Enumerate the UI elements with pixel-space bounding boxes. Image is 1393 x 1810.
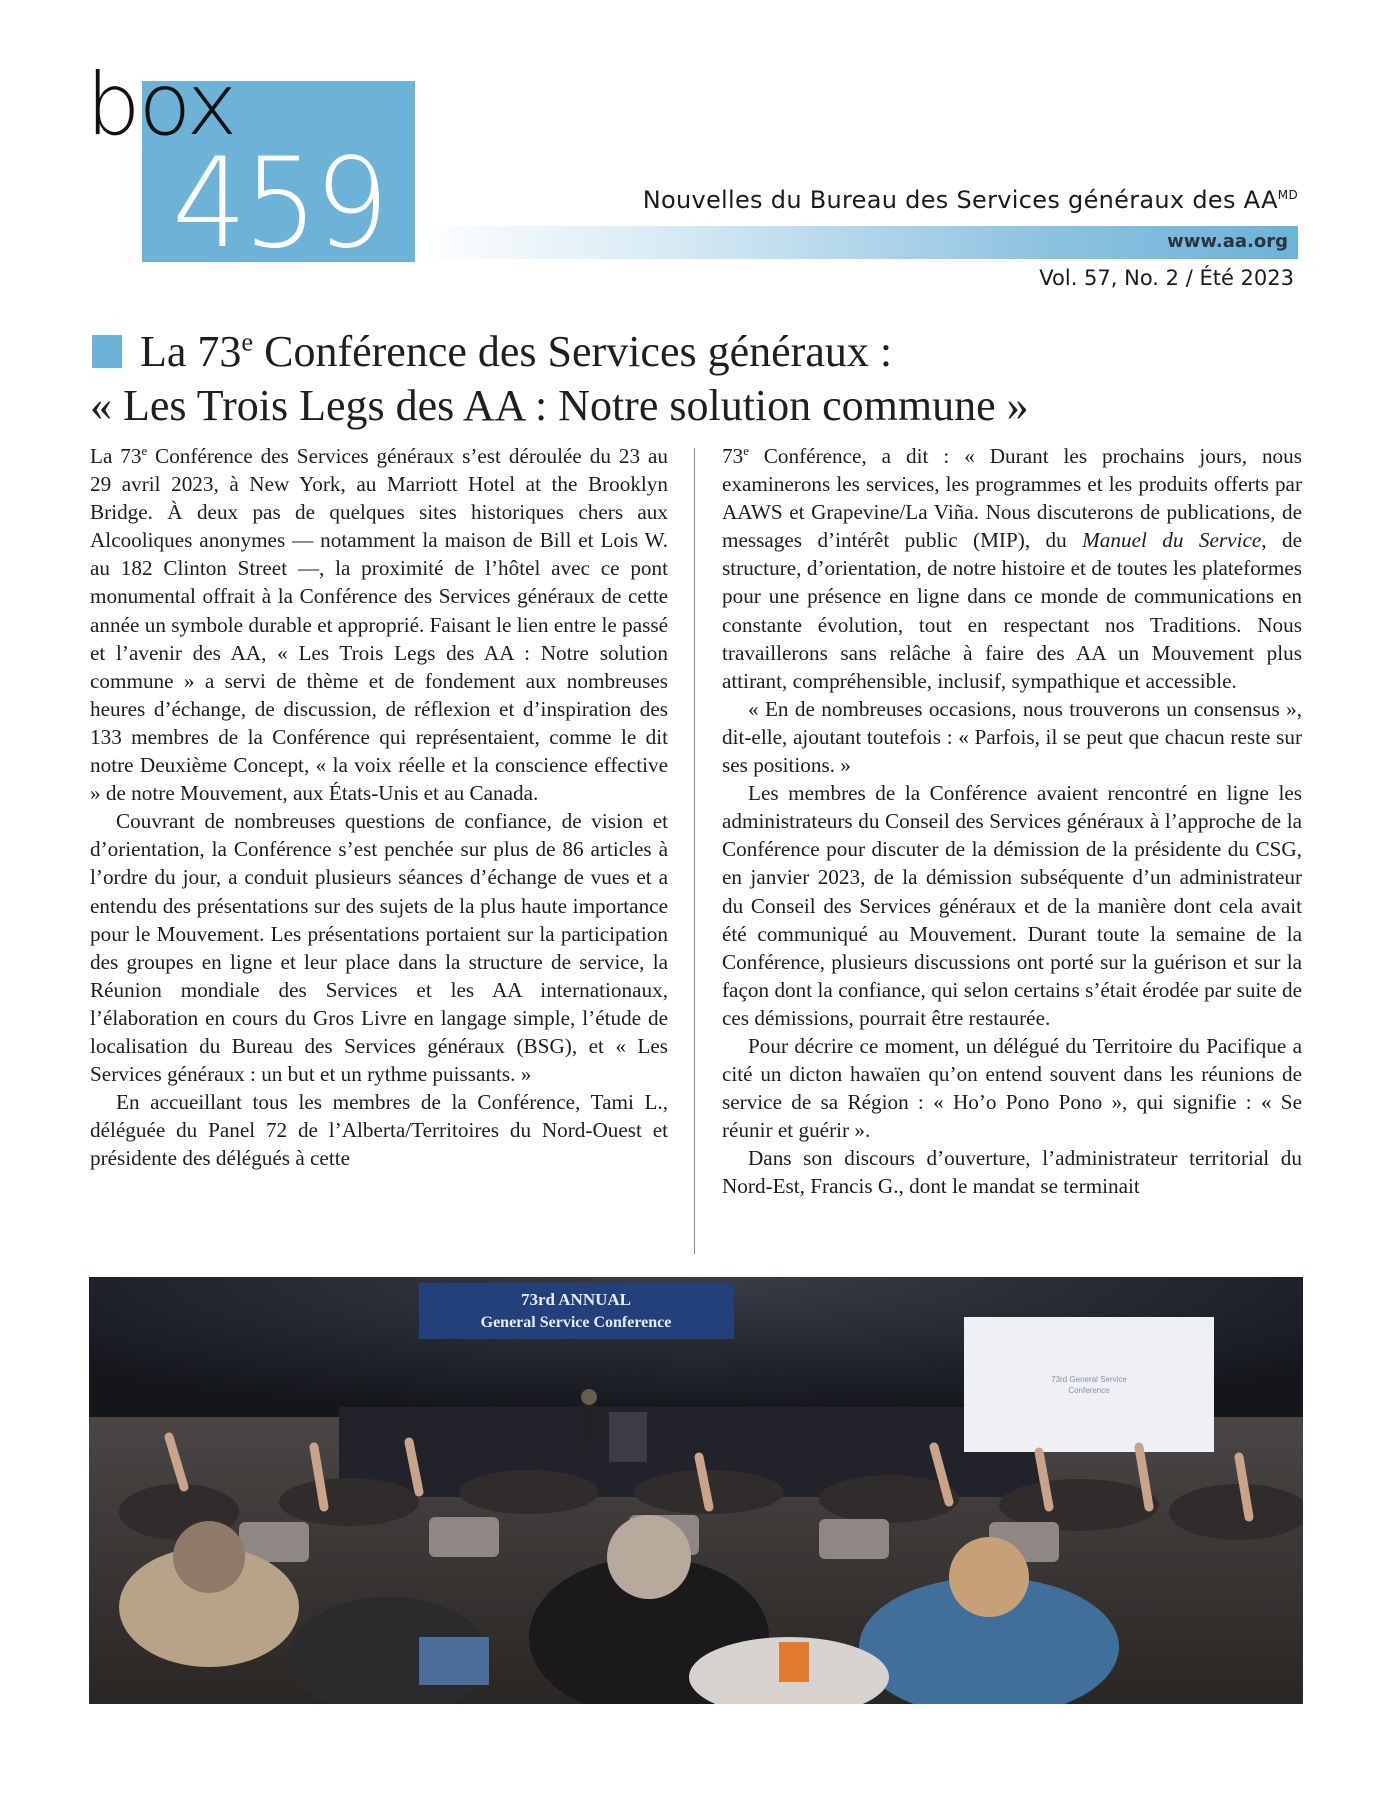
paragraph-text: Conférence des Services généraux s’est déroulée du 23 au 29 avril 2023, à New York, au Marriott Hotel at the Brooklyn Bridge. À deux pas de quelques sites historiques chers aux Alcooliques anonymes — notamment la maison de Bill et Lois W. au 182 Clinton Street —, la proximité de l’hôtel avec ce pont monumental offrait à la Conférence des Services généraux de cette année un symbole durable et approprié. Faisant le lien entre le passé et l’avenir des AA, « Les Trois Legs des AA : Notre solution commune » a servi de thème et de fondement aux nombreuses heures d’échange, de discussion, de réflexion et d’inspiration des 133 membres de la Conférence qui représentaient, comme le dit notre Deuxième Concept, « la voix réelle et la conscience effective » de notre Mouvement, aux États-Unis et au Canada. — [90, 444, 668, 806]
paragraph-text: 73 — [722, 444, 744, 468]
url-bar — [415, 226, 1298, 259]
masthead-tagline — [643, 186, 1298, 214]
paragraph: Dans son discours d’ouverture, l’administrateur territorial du Nord-Est, Francis G., dont le mandat se terminait — [722, 1146, 1302, 1199]
article-column-left — [90, 442, 668, 1172]
headline-text-a: La 73 — [140, 327, 242, 376]
issue-volume: Vol. 57, No. 2 / Été 2023 — [1039, 266, 1294, 290]
headline-superscript: e — [241, 326, 254, 357]
paragraph-text: Conférence, a dit : « Durant les prochains jours, nous examinerons les services, les programmes et les produits offerts par AAWS et Grapevine/La Viña. Nous discuterons de publications, de messages d’intérêt public (MIP), du — [722, 444, 1302, 553]
paragraph: Les membres de la Conférence avaient rencontré en ligne les administrateurs du Conseil des Services généraux à l’approche de la Conférence pour discuter de la démission de la présidente du CSG, en janvier 2023, de la démission subséquente d’un administrateur du Conseil des Services généraux et de la manière dont cela avait été communiqué au Mouvement. Durant toute la semaine de la Conférence, plusieurs discussions ont porté sur la guérison et sur la façon dont la confiance, qui selon certains s’était érodée par suite de ces démissions, pourrait être restaurée. — [722, 781, 1302, 1030]
tagline-text: Nouvelles du Bureau des Services généraux des AA — [642, 186, 1278, 214]
paragraph — [722, 442, 1302, 695]
screen-line-1: 73rd General Service — [1051, 1375, 1127, 1384]
superscript: e — [141, 443, 148, 458]
column-divider — [694, 448, 695, 1254]
paragraph: En accueillant tous les membres de la Conférence, Tami L., déléguée du Panel 72 de l’Alberta/Territoires du Nord-Ouest et présidente des délégués à cette — [90, 1090, 668, 1171]
website-link[interactable]: www.aa.org — [1167, 231, 1288, 252]
banner-line-2: General Service Conference — [480, 1314, 672, 1331]
logo-number: 459 — [172, 132, 386, 276]
paragraph — [90, 442, 668, 807]
book-title: Manuel du Service — [1082, 528, 1262, 553]
headline-line-2: « Les Trois Legs des AA : Notre solution commune » — [90, 381, 1029, 430]
tagline-trademark: MD — [1277, 188, 1298, 202]
logo-word: box — [86, 55, 236, 155]
projection-screen — [964, 1317, 1214, 1452]
banner-line-1: 73rd ANNUAL — [520, 1290, 632, 1309]
conference-photo — [89, 1277, 1303, 1704]
conference-photo-illustration — [89, 1277, 1303, 1704]
headline-line-1 — [140, 326, 892, 378]
paragraph-text: , de structure, d’orientation, de notre histoire et de toutes les plateformes pour une présence en ligne dans ce monde de communications en constante évolution, tout en respectant nos Traditions. Nous travaillerons sans relâche à faire des AA un Mouvement plus attirant, compréhensible, inclusif, sympathique et accessible. — [722, 528, 1302, 693]
paragraph: « En de nombreuses occasions, nous trouverons un consensus », dit-elle, ajoutant toutefois : « Parfois, il se peut que chacun reste sur ses positions. » — [722, 696, 1302, 778]
screen-line-2: Conference — [1068, 1386, 1110, 1395]
article-column-right — [722, 442, 1302, 1201]
headline-square-icon — [92, 335, 122, 368]
superscript: e — [743, 443, 749, 458]
paragraph: Pour décrire ce moment, un délégué du Territoire du Pacifique a cité un dicton hawaïen qu’on entend souvent dans les réunions de service de sa Région : « Ho’o Pono Pono », qui signifie : « Se réunir et guérir ». — [722, 1033, 1302, 1143]
paragraph-text: La 73 — [90, 444, 142, 468]
headline-text-b: Conférence des Services généraux : — [253, 327, 893, 376]
paragraph: Couvrant de nombreuses questions de confiance, de vision et d’orientation, la Conférence s’est penchée sur plus de 86 articles à l’ordre du jour, a conduit plusieurs séances d’échange de vues et a entendu des présentations sur des sujets de la plus haute importance pour le Mouvement. Les présentations portaient sur la participation des groupes en ligne et leur place dans la structure de service, la Réunion mondiale des Services et les AA internationaux, l’élaboration en cours du Gros Livre en langage simple, l’étude de localisation du Bureau des Services généraux (BSG), et « Les Services généraux : un but et un rythme puissants. » — [90, 809, 668, 1087]
